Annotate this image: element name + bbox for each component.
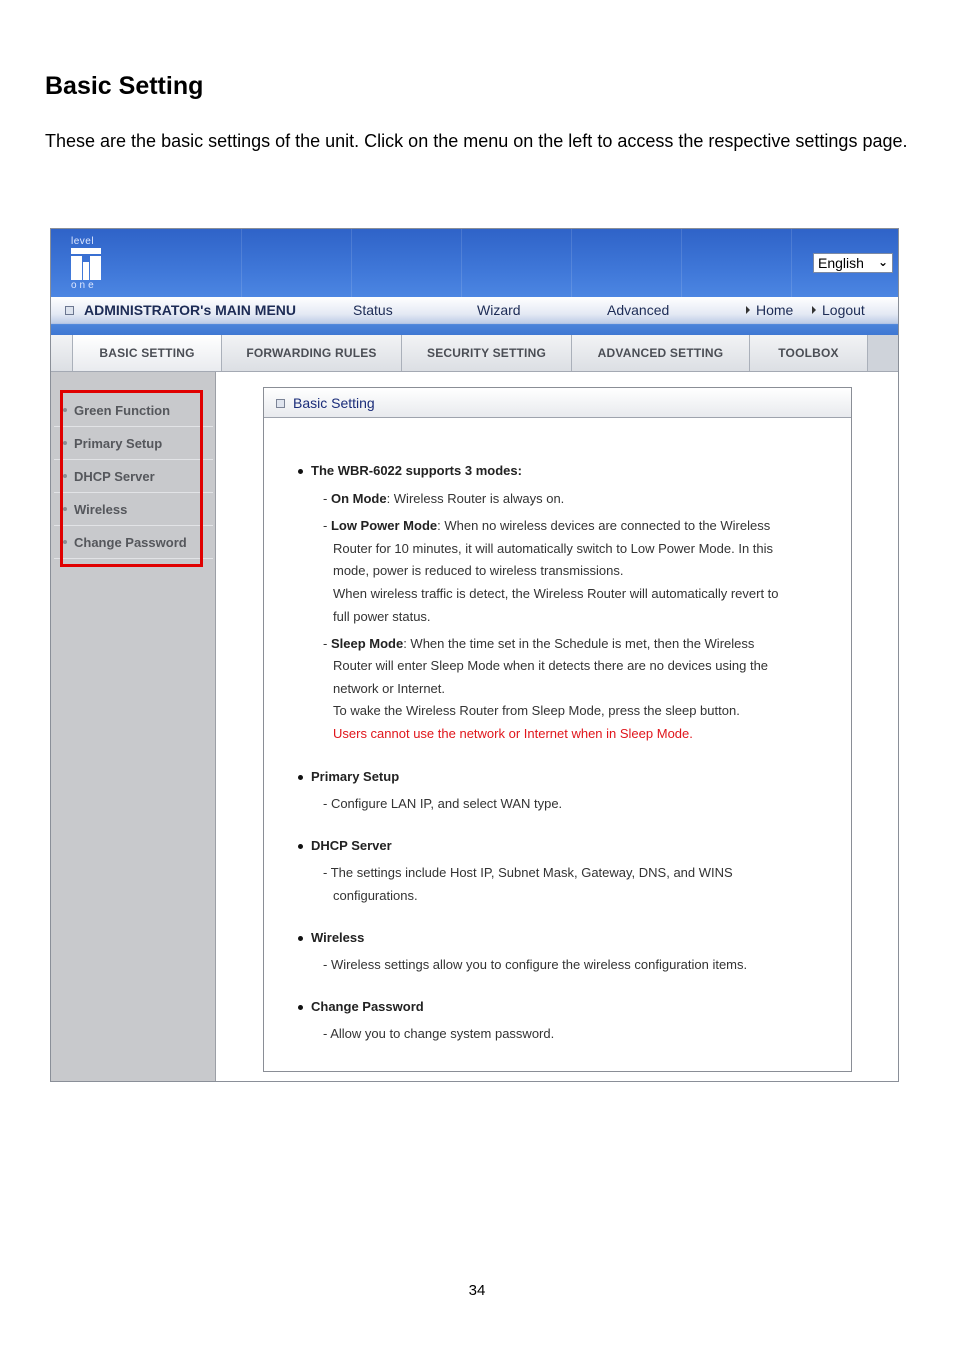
primary-setup-text: - Configure LAN IP, and select WAN type.	[323, 796, 563, 811]
router-ui-screenshot	[50, 228, 899, 1082]
language-value: English	[818, 255, 864, 271]
levelone-logo	[65, 236, 105, 292]
sidebar-item-dhcp-server[interactable]: DHCP Server	[54, 461, 213, 493]
language-select[interactable]	[813, 253, 893, 273]
tab-basic-setting[interactable]: BASIC SETTING	[73, 335, 222, 371]
tab-forwarding-rules[interactable]: FORWARDING RULES	[222, 335, 402, 371]
chevron-down-icon: ⌄	[877, 255, 888, 269]
tab-advanced-setting[interactable]: ADVANCED SETTING	[572, 335, 750, 371]
content-panel	[263, 387, 852, 1072]
modes-heading: The WBR-6022 supports 3 modes:	[311, 463, 522, 478]
on-mode-line: - On Mode: Wireless Router is always on.	[323, 491, 565, 506]
low-power-line-3: mode, power is reduced to wireless transmissions.	[333, 563, 624, 578]
menu-status[interactable]: Status	[353, 302, 393, 318]
dhcp-heading: DHCP Server	[311, 838, 392, 853]
panel-square-icon	[276, 399, 285, 408]
tab-toolbox[interactable]: TOOLBOX	[750, 335, 868, 371]
highlight-box	[60, 390, 203, 567]
document-title: Basic Setting	[45, 72, 204, 100]
main-menu-bar	[51, 297, 898, 335]
sidebar-item-wireless[interactable]: Wireless	[54, 494, 213, 526]
low-power-line-1: - Low Power Mode: When no wireless devices are connected to the Wireless	[323, 518, 771, 533]
menu-wizard[interactable]: Wizard	[477, 302, 521, 318]
low-power-line-5: full power status.	[333, 609, 431, 624]
dhcp-text-2: configurations.	[333, 888, 418, 903]
panel-header	[264, 388, 851, 418]
sleep-line-4: To wake the Wireless Router from Sleep Mode, press the sleep button.	[333, 703, 740, 718]
page-number: 34	[468, 1282, 486, 1299]
dhcp-text-1: - The settings include Host IP, Subnet Mask, Gateway, DNS, and WINS	[323, 865, 733, 880]
tab-security-setting[interactable]: SECURITY SETTING	[402, 335, 572, 371]
arrow-right-icon	[746, 306, 750, 314]
password-text: - Allow you to change system password.	[323, 1026, 555, 1041]
logo-text-bottom: one	[71, 280, 97, 291]
main-menu-title: ADMINISTRATOR's MAIN MENU	[65, 302, 296, 318]
sleep-warning: Users cannot use the network or Internet when in Sleep Mode.	[333, 726, 693, 741]
sleep-line-3: network or Internet.	[333, 681, 445, 696]
arrow-right-icon	[812, 306, 816, 314]
sleep-line-2: Router will enter Sleep Mode when it detects there are no devices using the	[333, 658, 769, 673]
logo-mark-icon	[71, 248, 105, 280]
sleep-line-1: - Sleep Mode: When the time set in the Schedule is met, then the Wireless	[323, 636, 755, 651]
menu-logout[interactable]: Logout	[812, 302, 865, 318]
document-intro: These are the basic settings of the unit. Click on the menu on the left to access the respective settings page.	[45, 131, 908, 151]
sidebar-item-primary-setup[interactable]: Primary Setup	[54, 428, 213, 460]
sidebar-item-change-password[interactable]: Change Password	[54, 527, 213, 559]
wireless-text: - Wireless settings allow you to configure the wireless configuration items.	[323, 957, 748, 972]
wireless-heading: Wireless	[311, 930, 365, 945]
logo-text-top: level	[71, 236, 95, 247]
tab-spacer	[51, 335, 73, 371]
panel-title: Basic Setting	[293, 395, 375, 411]
primary-setup-heading: Primary Setup	[311, 769, 400, 784]
header-banner	[51, 229, 898, 297]
menu-advanced[interactable]: Advanced	[607, 302, 670, 318]
settings-tabs	[51, 335, 898, 372]
low-power-line-4: When wireless traffic is detect, the Wireless Router will automatically revert to	[333, 586, 779, 601]
password-heading: Change Password	[311, 999, 424, 1014]
sidebar-item-green-function[interactable]: Green Function	[54, 395, 213, 427]
menu-home[interactable]: Home	[746, 302, 793, 318]
menu-square-icon	[65, 306, 74, 315]
low-power-line-2: Router for 10 minutes, it will automatically switch to Low Power Mode. In this	[333, 541, 774, 556]
